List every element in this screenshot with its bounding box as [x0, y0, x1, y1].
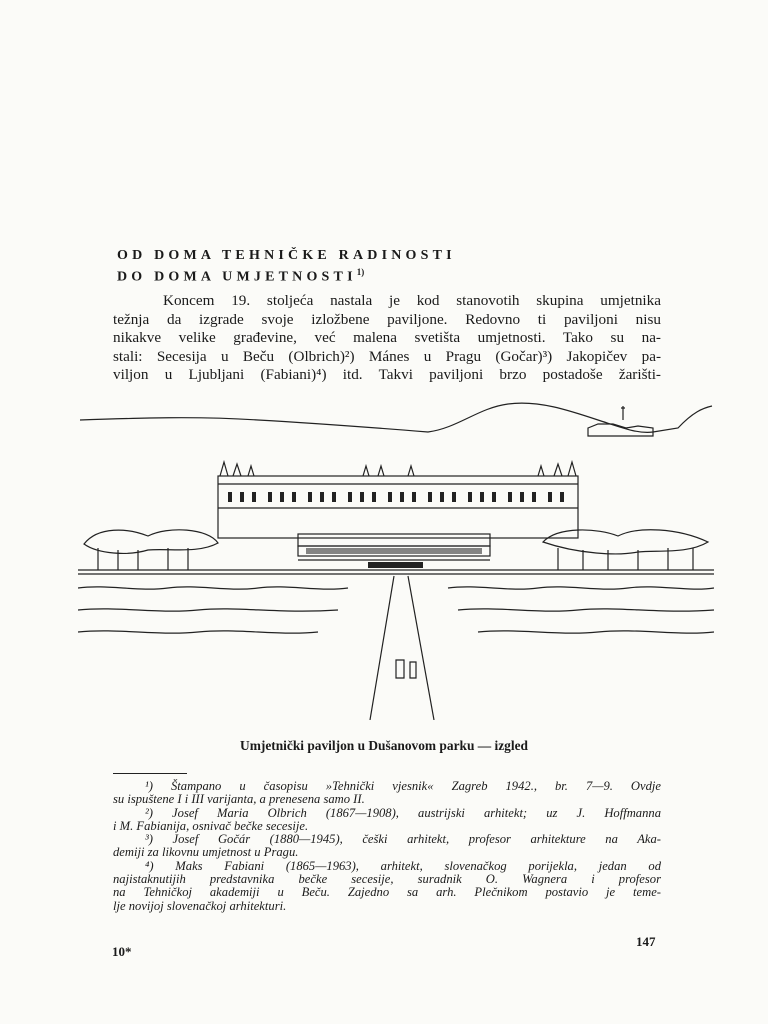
- heading-line-2: DO DOMA UMJETNOSTI: [117, 269, 357, 285]
- footnote-line: na Tehničkoj akademiji u Beču. Zajedno sa arh. Plečnikom postavio je teme-: [113, 885, 661, 900]
- body-line: nikakve velike građevine, već malena svetišta umjetnosti. Tako su na-: [113, 329, 661, 347]
- footnote-3: [113, 833, 661, 860]
- figure-caption: [0, 738, 768, 754]
- figure-caption-text: Umjetnički paviljon u Dušanovom parku — izgled: [240, 738, 528, 753]
- footnote-1: [113, 780, 661, 807]
- heading-line-1: OD DOMA TEHNIČKE RADINOSTI: [117, 248, 456, 263]
- footnote-line: su ispuštene I i III varijanta, a prenesena samo II.: [113, 792, 365, 807]
- body-line: viljon u Ljubljani (Fabiani)⁴) itd. Takvi paviljoni brzo postadoše žarišti-: [113, 366, 661, 384]
- footnote-line: demiji za likovnu umjetnost u Pragu.: [113, 845, 299, 860]
- footnote-line: lje novijoj slovenačkoj arhitekturi.: [113, 898, 287, 913]
- body-line: Koncem 19. stoljeća nastala je kod stanovotih skupina umjetnika: [163, 292, 661, 309]
- heading-footnote-ref[interactable]: 1): [356, 267, 365, 277]
- body-line: stali: Secesija u Beču (Olbrich)²) Mánes u Pragu (Gočar)³) Jakopičev pa-: [113, 347, 661, 365]
- footnote-line: ⁴) Maks Fabiani (1865—1963), arhitekt, slovenačkog porijekla, jedan od: [145, 858, 661, 873]
- signature-mark: 10*: [112, 944, 132, 959]
- footnote-line: i M. Fabianija, osnivač bečke secesije.: [113, 818, 309, 833]
- body-line: težnja da izgrade svoje izložbene paviljone. Redovno ti paviljoni nisu: [113, 310, 661, 328]
- body-paragraph: [113, 292, 661, 385]
- footnote-line: najistaknutijih predstavnika bečke secesije, suradnik O. Wagnera i profesor: [113, 872, 661, 887]
- page-number: 147: [636, 934, 656, 949]
- footnote-line: ²) Josef Maria Olbrich (1867—1908), austrijski arhitekt; uz J. Hoffmanna: [145, 805, 661, 820]
- footnotes: [113, 780, 661, 913]
- footnote-4: [113, 860, 661, 913]
- chapter-heading: [117, 247, 677, 286]
- footnote-line: ¹) Štampano u časopisu »Tehnički vjesnik« Zagreb 1942., br. 7—9. Ovdje: [145, 779, 661, 793]
- footnote-divider: [113, 773, 187, 774]
- pavilion-illustration: [78, 398, 714, 720]
- footnote-line: ³) Josef Gočár (1880—1945), češki arhitekt, profesor arhitekture na Aka-: [145, 832, 661, 847]
- footnote-2: [113, 807, 661, 834]
